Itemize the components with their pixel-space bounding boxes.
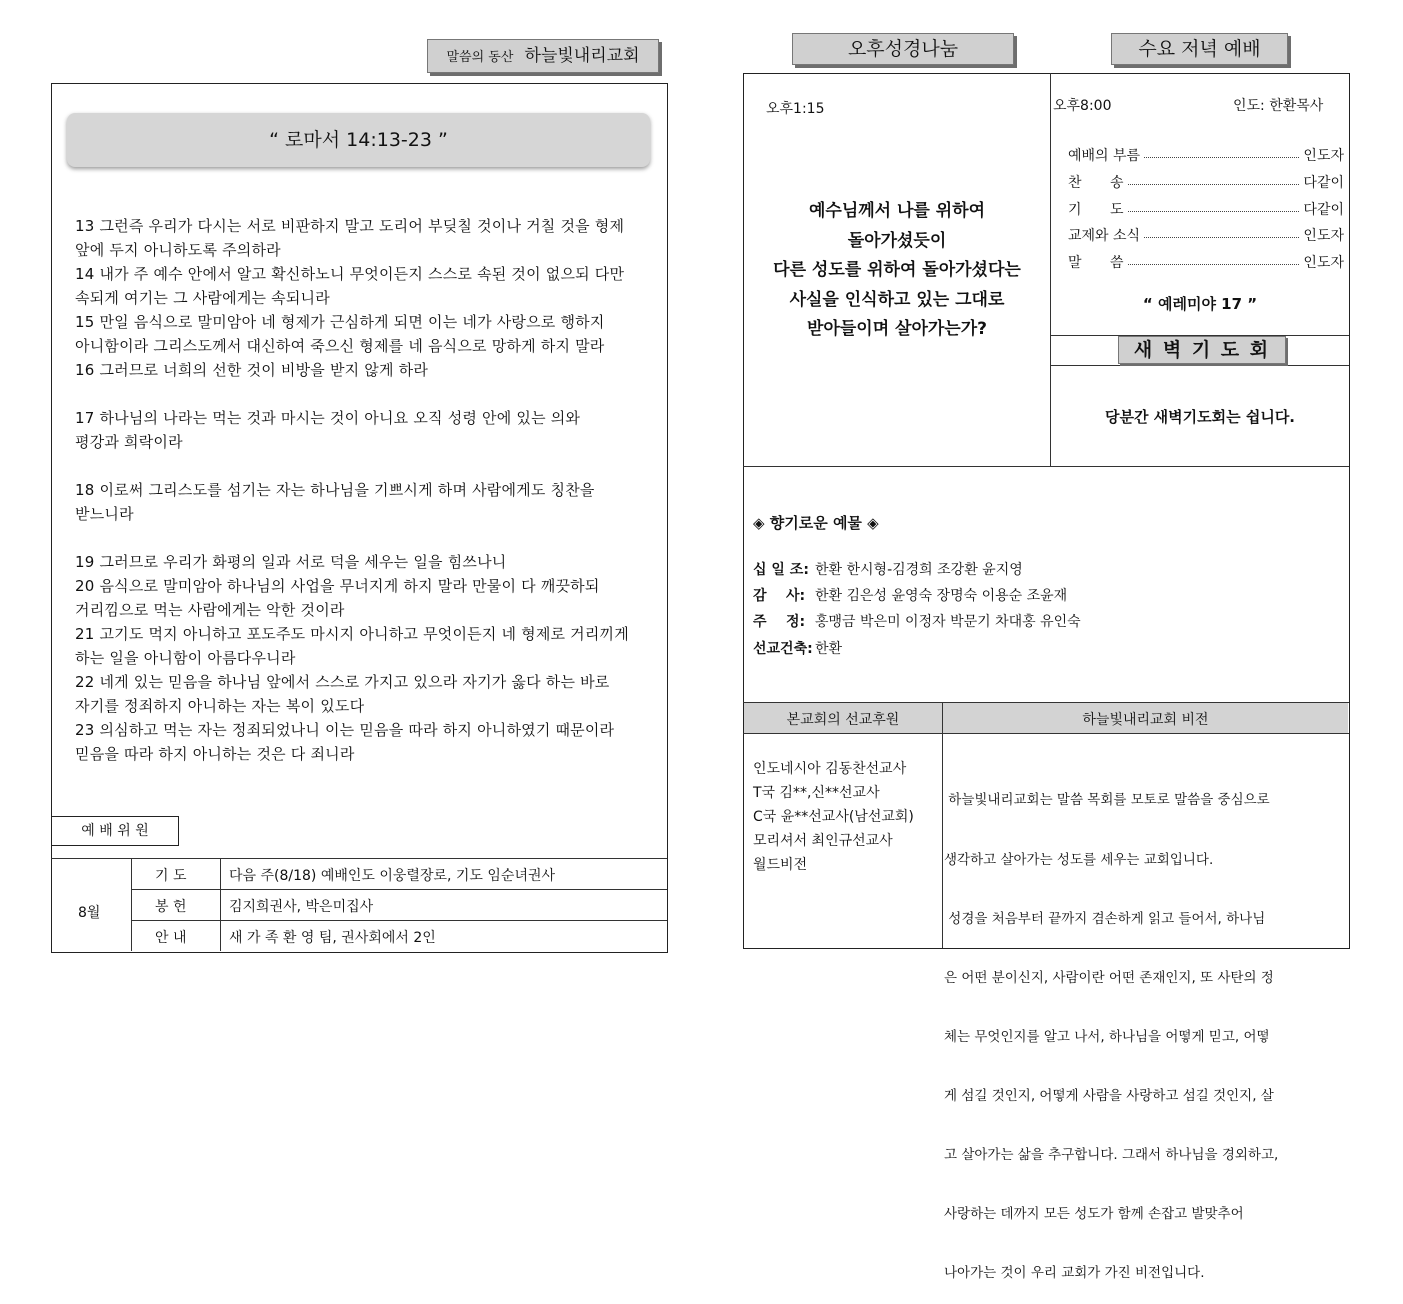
- scripture-line: 받느니라: [75, 505, 134, 523]
- mission-item: 모리셔서 최인규선교사: [753, 833, 893, 849]
- staff-role: 안 내: [155, 930, 187, 946]
- mission-item: 월드비전: [753, 857, 808, 873]
- lower-header-bottom: [743, 733, 1349, 734]
- vision-line: 고 살아가는 삶을 추구합니다. 그래서 하나님을 경외하고,: [944, 1147, 1279, 1164]
- wednesday-scripture: “ 예레미야 17 ”: [1142, 295, 1258, 313]
- worship-order-row: [1068, 145, 1344, 165]
- afternoon-study-badge: [792, 33, 1014, 65]
- scripture-line: 14 내가 주 예수 안에서 알고 확신하노니 무엇이든지 스스로 속된 것이 없으되 다만: [75, 265, 625, 283]
- mission-item: C국 윤**선교사(남선교회): [753, 809, 914, 825]
- staff-value: 새 가 족 환 영 팀, 권사회에서 2인: [229, 930, 436, 946]
- scripture-line: 21 고기도 먹지 아니하고 포도주도 마시지 아니하고 무엇이든지 네 형제로 거리끼게: [75, 625, 629, 643]
- staff-role: 봉 헌: [155, 899, 187, 915]
- church-name: 하늘빛내리교회: [524, 46, 640, 66]
- scripture-line: 거리낌으로 먹는 사람에게는 악한 것이라: [75, 601, 345, 619]
- scripture-line: 17 하나님의 나라는 먹는 것과 마시는 것이 아니요 오직 성령 안에 있는 의와: [75, 409, 581, 427]
- scripture-title: “ 로마서 14:13-23 ”: [269, 129, 448, 151]
- vision-text: [944, 752, 1346, 1304]
- dawn-prayer-title: 새 벽 기 도 회: [1133, 339, 1271, 361]
- afternoon-question: [744, 197, 1050, 345]
- wednesday-leader: 인도: 한환목사: [1233, 98, 1324, 114]
- offering-row: [753, 611, 1081, 631]
- scripture-line: 하는 일을 아니함이 아름다우니라: [75, 649, 296, 667]
- order-dots: [1128, 264, 1300, 265]
- church-name-badge: [427, 39, 659, 73]
- order-item: 기 도: [1068, 202, 1124, 218]
- afternoon-time: 오후1:15: [766, 101, 825, 117]
- vision-line: 은 어떤 분이신지, 사람이란 어떤 존재인지, 또 사탄의 정: [944, 969, 1274, 986]
- order-dots: [1144, 237, 1299, 238]
- order-who: 인도자: [1303, 255, 1344, 271]
- church-vision-header: 하늘빛내리교회 비전: [1082, 712, 1209, 728]
- staff-col-divider: [220, 858, 221, 951]
- mission-list: [753, 757, 914, 877]
- scripture-line: 22 네게 있는 믿음을 하나님 앞에서 스스로 가지고 있으라 자기가 옳다 하는 바로: [75, 673, 610, 691]
- offering-label: 십 일 조:: [753, 562, 809, 578]
- worship-order-row: [1068, 225, 1344, 245]
- scripture-line: 아니함이라 그리스도께서 대신하여 죽으신 형제를 네 음식으로 망하게 하지 말라: [75, 337, 605, 355]
- scripture-line: 15 만일 음식으로 말미암아 네 형제가 근심하게 되면 이는 네가 사랑으로 행하지: [75, 313, 605, 331]
- service-staff-label: 예 배 위 원: [81, 823, 149, 839]
- scripture-line: [75, 526, 663, 550]
- church-motto: 말씀의 동산: [446, 50, 514, 65]
- scripture-line: 자기를 정죄하지 아니하는 자는 복이 있도다: [75, 697, 365, 715]
- worship-order-row: [1068, 172, 1344, 192]
- offering-row: [753, 585, 1067, 605]
- order-dots: [1128, 211, 1300, 212]
- dawn-bottom-line: [1050, 365, 1349, 366]
- vision-line: 성경을 처음부터 끝까지 겸손하게 읽고 들어서, 하나님: [944, 910, 1266, 927]
- staff-table-top: [51, 858, 667, 859]
- order-who: 다같이: [1303, 175, 1344, 191]
- order-item: 말 씀: [1068, 255, 1124, 271]
- scripture-line: 19 그러므로 우리가 화평의 일과 서로 덕을 세우는 일을 힘쓰나니: [75, 553, 507, 571]
- scripture-line: 16 그러므로 너희의 선한 것이 비방을 받지 않게 하라: [75, 361, 429, 379]
- dawn-notice: 당분간 새벽기도회는 쉽니다.: [1104, 408, 1296, 426]
- scripture-line: 20 음식으로 말미암아 하나님의 사업을 무너지게 하지 말라 만물이 다 깨끗하되: [75, 577, 600, 595]
- order-who: 다같이: [1303, 202, 1344, 218]
- scripture-line: [75, 454, 663, 478]
- order-dots: [1128, 184, 1300, 185]
- question-line: 다른 성도를 위하여 돌아가셨다는: [773, 260, 1021, 280]
- offerings-title: ◈ 향기로운 예물 ◈: [753, 514, 879, 532]
- scripture-line: 속되게 여기는 그 사람에게는 속되니라: [75, 289, 330, 307]
- order-item: 찬 송: [1068, 175, 1124, 191]
- offering-row: [753, 559, 1023, 579]
- offering-names: 한환 한시형-김경희 조강환 윤지영: [815, 562, 1023, 578]
- mission-item: T국 김**,신**선교사: [753, 785, 880, 801]
- question-line: 사실을 인식하고 있는 그대로: [789, 289, 1005, 310]
- service-staff-label-box: [51, 816, 179, 846]
- wednesday-service-title: 수요 저녁 예배: [1138, 38, 1261, 60]
- offering-names: 홍맹금 박은미 이정자 박문기 차대홍 유인숙: [815, 614, 1081, 630]
- order-item: 예배의 부름: [1068, 148, 1141, 164]
- mission-support-header: 본교회의 선교후원: [786, 712, 900, 728]
- staff-row-divider: [131, 889, 667, 890]
- vision-line: 생각하고 살아가는 성도를 세우는 교회입니다.: [944, 851, 1214, 868]
- lower-col-divider: [942, 702, 943, 948]
- wednesday-service-badge: [1111, 33, 1288, 65]
- offering-row: [753, 638, 842, 658]
- vision-line: 사랑하는 데까지 모든 성도가 함께 손잡고 발맞추어: [944, 1206, 1244, 1223]
- vision-line: 하늘빛내리교회는 말씀 목회를 모토로 말씀을 중심으로: [944, 792, 1270, 809]
- scripture-line: 18 이로써 그리스도를 섬기는 자는 하나님을 기쁘시게 하며 사람에게도 칭찬을: [75, 481, 595, 499]
- staff-col-divider: [131, 858, 132, 951]
- order-dots: [1144, 157, 1299, 158]
- staff-row-divider: [131, 920, 667, 921]
- worship-order-row: [1068, 199, 1344, 219]
- question-line: 예수님께서 나를 위하여: [808, 201, 986, 221]
- scripture-line: 앞에 두지 아니하도록 주의하라: [75, 241, 281, 259]
- scripture-line: 23 의심하고 먹는 자는 정죄되었나니 이는 믿음을 따라 하지 아니하였기 때문이라: [75, 721, 615, 739]
- dawn-prayer-badge: [1118, 336, 1286, 364]
- staff-value: 김지희권사, 박은미집사: [229, 899, 374, 915]
- offering-names: 한환: [815, 641, 843, 657]
- worship-order-row: [1068, 252, 1344, 272]
- scripture-line: [75, 382, 663, 406]
- scripture-text: [75, 214, 663, 766]
- staff-value: 다음 주(8/18) 예배인도 이웅렬장로, 기도 임순녀권사: [229, 868, 556, 884]
- afternoon-study-title: 오후성경나눔: [847, 38, 959, 60]
- order-who: 인도자: [1303, 228, 1344, 244]
- offering-label: 선교건축:: [753, 641, 813, 657]
- upper-section-bottom: [743, 466, 1349, 467]
- order-who: 인도자: [1303, 148, 1344, 164]
- scripture-line: 평강과 희락이라: [75, 433, 183, 451]
- scripture-line: 믿음을 따라 하지 아니하는 것은 다 죄니라: [75, 745, 355, 763]
- mission-item: 인도네시아 김동찬선교사: [753, 761, 907, 777]
- offering-label: 감 사:: [753, 588, 806, 604]
- order-item: 교제와 소식: [1068, 228, 1141, 244]
- vision-line: 나아가는 것이 우리 교회가 가진 비전입니다.: [944, 1265, 1205, 1282]
- offering-names: 한환 김은성 윤영숙 장명숙 이용순 조윤재: [815, 588, 1068, 604]
- wednesday-time: 오후8:00: [1053, 98, 1112, 114]
- staff-role: 기 도: [155, 868, 187, 884]
- vision-line: 체는 무엇인지를 알고 나서, 하나님을 어떻게 믿고, 어떻: [944, 1028, 1270, 1045]
- offering-label: 주 정:: [753, 614, 806, 630]
- question-line: 받아들이며 살아가는가?: [807, 319, 987, 339]
- vision-line: 게 섬길 것인지, 어떻게 사람을 사랑하고 섬길 것인지, 살: [944, 1087, 1274, 1104]
- scripture-title-bar: [67, 113, 650, 167]
- scripture-line: 13 그런즉 우리가 다시는 서로 비판하지 말고 도리어 부딪칠 것이나 거칠 것을 형제: [75, 217, 625, 235]
- question-line: 돌아가셨듯이: [847, 230, 947, 251]
- staff-month: 8월: [78, 905, 101, 921]
